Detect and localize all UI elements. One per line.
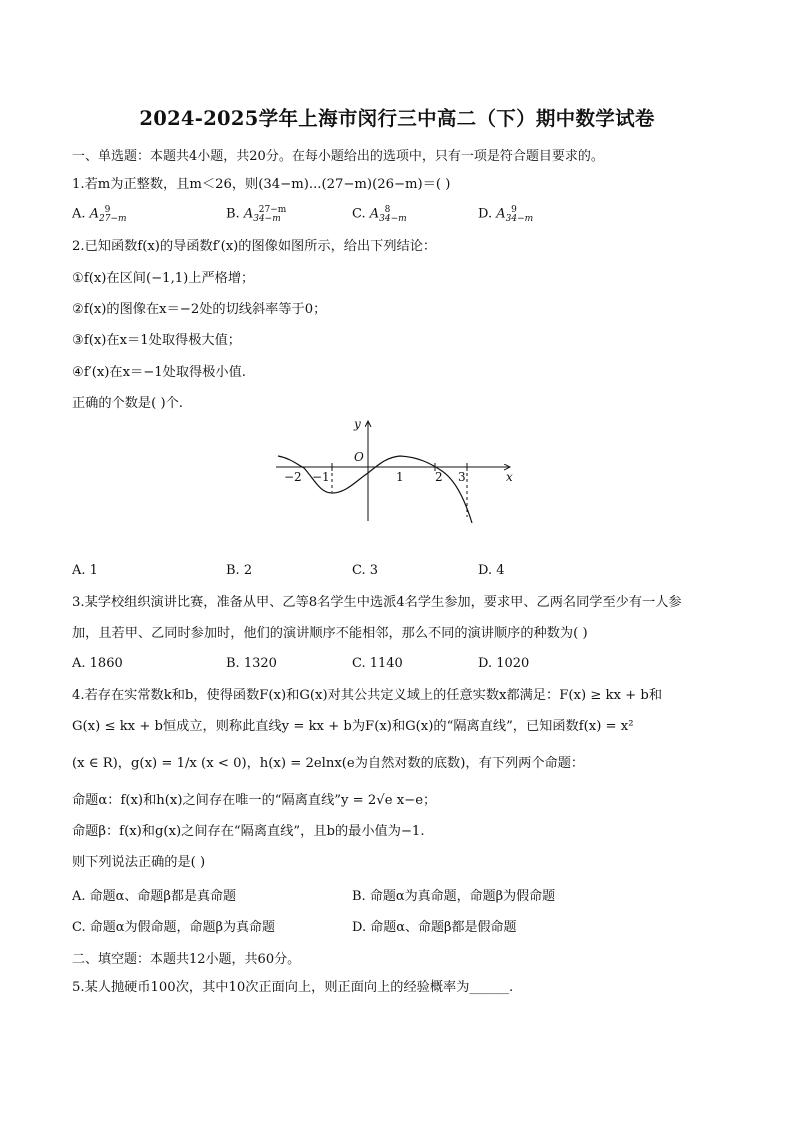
q1-option-a: A. $A_{27-m}^9$ — [72, 205, 127, 224]
q2-question: 正确的个数是( )个. — [72, 396, 183, 411]
q4-proposition-beta: 命题β：f(x)和g(x)之间存在“隔离直线”，且b的最小值为−1. — [72, 824, 425, 839]
tick-label-1: 1 — [396, 470, 404, 484]
q4-option-a: A. 命题α、命题β都是真命题 — [72, 889, 236, 904]
q3-line-2: 加，且若甲、乙同时参加时，他们的演讲顺序不能相邻，那么不同的演讲顺序的种数为( ) — [72, 626, 588, 641]
q2-item-4: ④f′(x)在x＝−1处取得极小值. — [72, 365, 246, 380]
q4-option-d: D. 命题α、命题β都是假命题 — [352, 920, 517, 935]
q2-option-d: D. 4 — [478, 563, 505, 578]
q3-option-c: C. 1140 — [352, 656, 403, 671]
q1-option-c: C. $A_{34-m}^8$ — [352, 205, 407, 224]
q2-option-a: A. 1 — [72, 563, 98, 578]
tick-label-2: 2 — [435, 470, 443, 484]
q1-stem: 1.若m为正整数，且m＜26，则(34−m)...(27−m)(26−m)＝( ) — [72, 177, 451, 192]
q2-item-2: ②f(x)的图像在x＝−2处的切线斜率等于0； — [72, 302, 327, 317]
q4-question: 则下列说法正确的是( ) — [72, 855, 206, 870]
q4-proposition-alpha: 命题α：f(x)和h(x)之间存在唯一的“隔离直线”y = 2√e x−e； — [72, 793, 437, 808]
q3-option-a: A. 1860 — [72, 656, 123, 671]
q4-option-b: B. 命题α为真命题，命题β为假命题 — [352, 889, 556, 904]
q2-option-c: C. 3 — [352, 563, 379, 578]
q4-line-3: (x ∈ R)，g(x) = 1/x (x < 0)，h(x) = 2elnx(e为自然对数的底数)，有下列两个命题： — [72, 756, 585, 771]
section-1-heading: 一、单选题：本题共4小题，共20分。在每小题给出的选项中，只有一项是符合题目要求的。 — [72, 149, 604, 164]
q4-line-2: G(x) ≤ kx + b恒成立，则称此直线y = kx + b为F(x)和G(x)的“隔离直线”，已知函数f(x) = x² — [72, 719, 634, 734]
q2-stem: 2.已知函数f(x)的导函数f′(x)的图像如图所示，给出下列结论： — [72, 239, 437, 254]
q4-line-1: 4.若存在实常数k和b，使得函数F(x)和G(x)对其公共定义域上的任意实数x都满足：F(x) ≥ kx + b和 — [72, 688, 663, 703]
q3-option-b: B. 1320 — [226, 656, 277, 671]
q5-stem: 5.某人抛硬币100次，其中10次正面向上，则正面向上的经验概率为______. — [72, 980, 514, 995]
q2-option-b: B. 2 — [226, 563, 253, 578]
y-axis-label: y — [354, 417, 361, 431]
section-2-heading: 二、填空题：本题共12小题，共60分。 — [72, 952, 301, 967]
q1-option-b: B. $A_{34-m}^{27-m}$ — [226, 205, 287, 224]
q2-item-1: ①f(x)在区间(−1,1)上严格增； — [72, 271, 255, 286]
q2-item-3: ③f(x)在x＝1处取得极大值； — [72, 333, 241, 348]
tick-label-3: 3 — [458, 470, 466, 484]
derivative-curve — [278, 456, 472, 523]
q1-option-d: D. $A_{34-m}^9$ — [478, 205, 534, 224]
tick-label-neg1: −1 — [312, 470, 330, 484]
derivative-graph-figure — [270, 413, 520, 533]
x-axis-label: x — [506, 470, 513, 484]
q4-option-c: C. 命题α为假命题，命题β为真命题 — [72, 920, 276, 935]
page-title: 2024-2025学年上海市闵行三中高二（下）期中数学试卷 — [139, 107, 655, 130]
tick-label-neg2: −2 — [284, 470, 302, 484]
q3-option-d: D. 1020 — [478, 656, 530, 671]
q3-line-1: 3.某学校组织演讲比赛，准备从甲、乙等8名学生中选派4名学生参加，要求甲、乙两名同学至少有一人参 — [72, 595, 682, 610]
origin-label: O — [354, 450, 364, 464]
